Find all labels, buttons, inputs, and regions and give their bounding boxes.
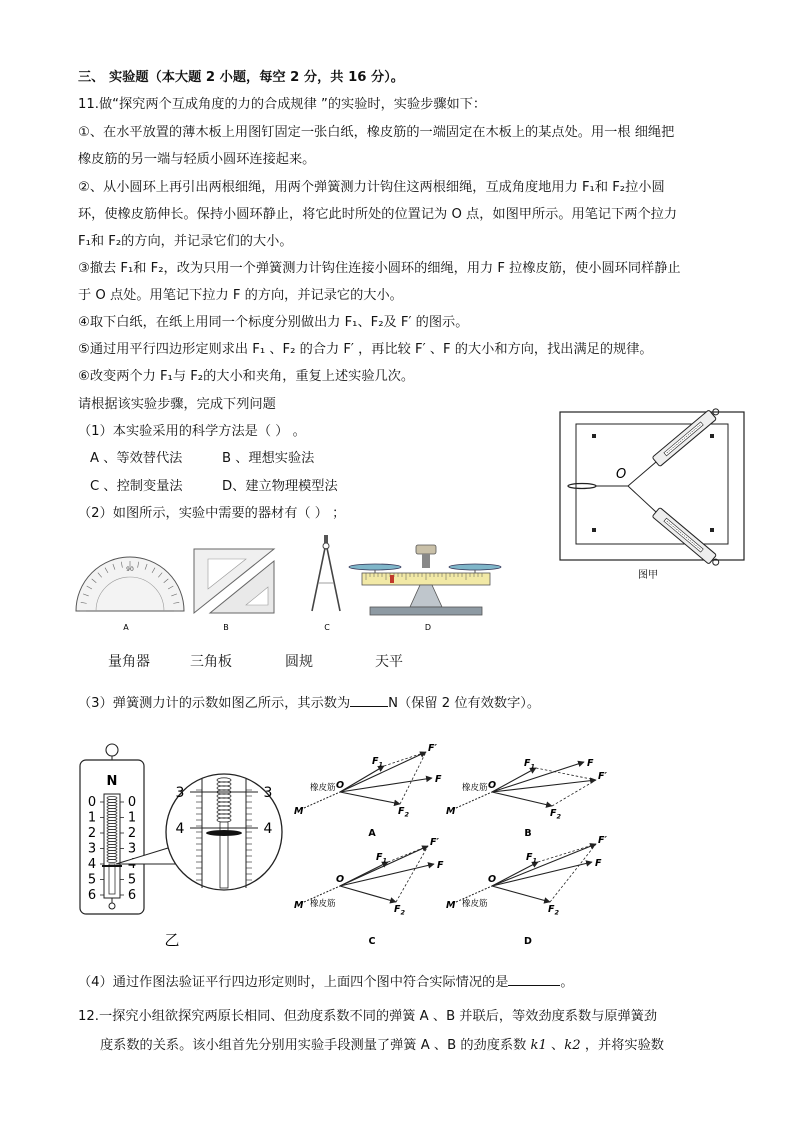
compass-icon xyxy=(312,535,340,611)
zoom-number: 4 xyxy=(175,821,185,837)
answer-blank-3 xyxy=(350,694,388,707)
q12-line2-suffix: ，并将实验数 xyxy=(580,1038,664,1053)
label-m: M xyxy=(446,806,456,817)
q12-separator: 、 xyxy=(546,1038,565,1053)
q11-step2-line3: F₁和 F₂的方向，并记录它们的大小。 xyxy=(78,234,293,249)
vector-f xyxy=(492,762,584,792)
q11-step2-line1: ②、从小圆环上再引出两根细绳，用两个弹簧测力计钩住这两根细绳，互成角度地用力 F₁和 F₂拉小圆 xyxy=(78,180,665,195)
q12-line1: 12.一探究小组欲探究两原长相同、但劲度系数不同的弹簧 A 、B 并联后，等效劲度系数与原弹簧劲 xyxy=(78,1009,658,1024)
q11-sub1: （1）本实验采用的科学方法是（ ） 。 xyxy=(78,424,306,439)
option-b: B 、理想实验法 xyxy=(222,451,315,466)
vector-panel-letter: A xyxy=(368,828,376,839)
scale-number: 4 xyxy=(87,857,97,872)
tool-letter-a: A xyxy=(123,623,129,632)
q11-step1-line2: 橡皮筋的另一端与轻质小圆环连接起来。 xyxy=(78,152,316,167)
section-heading: 三、 实验题（本大题 2 小题，每空 2 分，共 16 分）。 xyxy=(78,70,404,85)
protractor-mark: 90 xyxy=(126,566,134,573)
q11-sub3 xyxy=(78,694,540,714)
pin-icon xyxy=(710,434,714,438)
label-o: O xyxy=(488,874,497,885)
scale-number: 3 xyxy=(127,841,137,857)
option-a: A 、等效替代法 xyxy=(90,451,183,466)
scale-number: 5 xyxy=(87,872,97,888)
scale-rod xyxy=(109,864,115,894)
label-m: M xyxy=(294,900,304,911)
q11-step2-line2: 环，使橡皮筋伸长。保持小圆环静止，将它此时所处的位置记为 O 点，如图甲所示。用笔记下两个拉力 xyxy=(78,207,678,222)
figure-jia-caption: 图甲 xyxy=(638,570,658,581)
q11-step3-line2: 于 O 点处。用笔记下拉力 F 的方向，并记录它的大小。 xyxy=(78,288,403,303)
label-f2: $F_2$ xyxy=(548,904,560,917)
q11-sub4 xyxy=(78,973,574,993)
label-rubber-band: 橡皮筋 xyxy=(462,783,488,793)
vector-f1 xyxy=(492,862,538,886)
scale-ring-icon xyxy=(106,744,118,756)
tool-letter-d: D xyxy=(424,623,432,632)
tool-name-balance: 天平 xyxy=(375,654,403,670)
vector-panel-letter: B xyxy=(524,828,532,839)
label-f: F xyxy=(595,858,602,869)
label-o: O xyxy=(488,780,497,791)
label-f1: $F_1$ xyxy=(376,852,388,865)
label-m: M xyxy=(446,900,456,911)
label-f: F xyxy=(587,758,594,769)
scale-number: 5 xyxy=(127,872,137,888)
vector-panel-letter: C xyxy=(368,936,376,947)
parallelogram-side xyxy=(538,844,596,862)
scale-number: 6 xyxy=(87,888,97,903)
parallelogram-side xyxy=(396,846,428,902)
q11-prompt: 请根据该实验步骤，完成下列问题 xyxy=(78,397,276,412)
tool-name-protractor: 量角器 xyxy=(108,654,150,670)
scale-number: 1 xyxy=(87,810,97,826)
label-f1: $F_1$ xyxy=(526,852,538,865)
label-f-prime: F′ xyxy=(598,771,607,782)
zoom-number: 3 xyxy=(263,785,273,801)
zoom-number: 4 xyxy=(263,821,273,837)
parallelogram-side xyxy=(384,752,426,766)
rubber-band-line xyxy=(456,792,492,808)
label-f2: $F_2$ xyxy=(398,806,410,819)
label-rubber-band: 橡皮筋 xyxy=(310,783,336,793)
label-m: M xyxy=(294,806,304,817)
tools-figure xyxy=(70,535,510,640)
tool-letter-c: C xyxy=(324,623,330,632)
q12-line2-prefix: 度系数的关系。该小组首先分别用实验手段测量了弹簧 A 、B 的劲度系数 xyxy=(100,1038,531,1053)
scale-number: 1 xyxy=(127,810,137,826)
zoom-pointer xyxy=(206,830,242,836)
q12-line2 xyxy=(100,1036,664,1056)
vector-f xyxy=(340,864,434,886)
label-o: O xyxy=(336,874,345,885)
q11-sub4-suffix: 。 xyxy=(560,975,574,990)
label-f: F xyxy=(435,774,442,785)
option-d: D、建立物理模型法 xyxy=(222,479,338,494)
label-f1: $F_1$ xyxy=(372,756,384,769)
pin-icon xyxy=(592,528,596,532)
scale-number: 6 xyxy=(127,888,137,903)
vector-f2 xyxy=(340,886,396,902)
option-c: C 、控制变量法 xyxy=(90,479,183,494)
label-f2: $F_2$ xyxy=(550,808,562,821)
q11-step4: ④取下白纸，在纸上用同一个标度分别做出力 F₁、F₂及 F′ 的图示。 xyxy=(78,315,469,330)
figure-yi xyxy=(72,740,294,950)
label-f1: $F_1$ xyxy=(524,758,536,771)
parallelogram-side xyxy=(536,768,596,780)
protractor-icon xyxy=(76,557,184,611)
q11-sub2: （2）如图所示，实验中需要的器材有（ ） ； xyxy=(78,506,346,521)
k2-symbol: k2 xyxy=(564,1038,581,1053)
figure-yi-caption: 乙 xyxy=(164,931,180,949)
paper-sheet xyxy=(576,424,728,544)
point-o-label: O xyxy=(616,467,627,482)
label-f2: $F_2$ xyxy=(394,904,406,917)
q11-sub3-suffix: N（保留 2 位有效数字）。 xyxy=(388,696,541,711)
q11-sub3-prefix: （3）弹簧测力计的示数如图乙所示，其示数为 xyxy=(78,696,351,711)
label-f: F xyxy=(437,860,444,871)
scale-number: 2 xyxy=(87,826,97,841)
vector-f-prime xyxy=(340,846,428,886)
tool-name-compass: 圆规 xyxy=(285,654,313,670)
zoom-number: 3 xyxy=(175,785,185,801)
answer-blank-4 xyxy=(508,973,560,986)
q11-step1-line1: ①、在水平放置的薄木板上用图钉固定一张白纸，橡皮筋的一端固定在木板上的某点处。用一根 细绳把 xyxy=(78,125,675,140)
k1-symbol: k1 xyxy=(530,1038,547,1053)
parallelogram-side xyxy=(400,752,426,804)
q11-step3-line1: ③撤去 F₁和 F₂，改为只用一个弹簧测力计钩住连接小圆环的细绳，用力 F 拉橡皮筋，使小圆环同样静止 xyxy=(78,261,681,276)
label-rubber-band: 橡皮筋 xyxy=(310,899,336,909)
q11-step6: ⑥改变两个力 F₁与 F₂的大小和夹角，重复上述实验几次。 xyxy=(78,369,415,384)
tool-name-triangle: 三角板 xyxy=(190,654,232,670)
vector-panel-letter: D xyxy=(524,936,532,947)
pin-icon xyxy=(710,528,714,532)
rubber-band-line xyxy=(304,792,340,808)
q11-sub4-prefix: （4）通过作图法验证平行四边形定则时，上面四个图中符合实际情况的是 xyxy=(78,975,509,990)
tool-letter-b: B xyxy=(223,623,229,632)
label-f-prime: F′ xyxy=(430,837,439,848)
figure-jia xyxy=(558,410,748,586)
scale-number: 3 xyxy=(87,841,97,857)
vector-f2 xyxy=(340,792,400,804)
vector-f2 xyxy=(492,886,550,902)
scale-number: 0 xyxy=(87,795,97,810)
q11-intro: 11.做“探究两个互成角度的力的合成规律 ”的实验时，实验步骤如下： xyxy=(78,97,487,112)
vector-f2 xyxy=(492,792,552,806)
scale-number: 0 xyxy=(127,795,137,810)
scale-number: 2 xyxy=(127,826,137,841)
label-f-prime: F′ xyxy=(598,835,607,846)
pin-icon xyxy=(592,434,596,438)
balance-icon xyxy=(349,545,501,615)
label-rubber-band: 橡皮筋 xyxy=(462,899,488,909)
vector-f-prime xyxy=(492,780,596,792)
triangle-ruler-icon xyxy=(194,549,274,613)
label-f-prime: F′ xyxy=(428,743,437,754)
q11-step5: ⑤通过用平行四边形定则求出 F₁ 、F₂ 的合力 F′ ，再比较 F′ 、F 的大小和方向，找出满足的规律。 xyxy=(78,342,653,357)
vector-diagrams xyxy=(294,728,620,953)
label-o: O xyxy=(336,780,345,791)
scale-unit: N xyxy=(106,774,118,789)
